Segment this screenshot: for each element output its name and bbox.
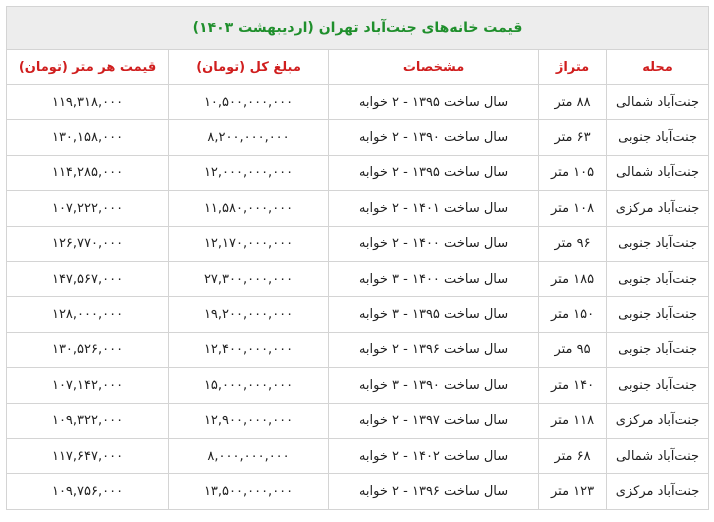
cell-specs: سال ساخت ۱۳۹۶ - ۲ خوابه (329, 474, 539, 509)
cell-district: جنت‌آباد شمالی (607, 155, 709, 190)
cell-area: ۸۸ متر (539, 85, 607, 120)
cell-price-per-meter: ۱۳۰,۵۲۶,۰۰۰ (7, 332, 169, 367)
cell-total-price: ۱۱,۵۸۰,۰۰۰,۰۰۰ (169, 191, 329, 226)
cell-district: جنت‌آباد جنوبی (607, 120, 709, 155)
cell-district: جنت‌آباد مرکزی (607, 403, 709, 438)
cell-total-price: ۱۲,۱۷۰,۰۰۰,۰۰۰ (169, 226, 329, 261)
title-row (7, 7, 709, 50)
cell-specs: سال ساخت ۱۳۹۶ - ۲ خوابه (329, 332, 539, 367)
column-header-price-per-meter: قیمت هر متر (تومان) (7, 50, 169, 85)
cell-price-per-meter: ۱۰۹,۷۵۶,۰۰۰ (7, 474, 169, 509)
cell-specs: سال ساخت ۱۴۰۰ - ۳ خوابه (329, 261, 539, 296)
cell-total-price: ۱۰,۵۰۰,۰۰۰,۰۰۰ (169, 85, 329, 120)
cell-specs: سال ساخت ۱۳۹۰ - ۳ خوابه (329, 368, 539, 403)
cell-specs: سال ساخت ۱۴۰۲ - ۲ خوابه (329, 438, 539, 473)
cell-total-price: ۱۳,۵۰۰,۰۰۰,۰۰۰ (169, 474, 329, 509)
cell-district: جنت‌آباد جنوبی (607, 261, 709, 296)
table-row (7, 226, 709, 261)
cell-specs: سال ساخت ۱۳۹۷ - ۲ خوابه (329, 403, 539, 438)
cell-area: ۹۵ متر (539, 332, 607, 367)
table-row (7, 191, 709, 226)
table-row (7, 474, 709, 509)
table-row (7, 85, 709, 120)
cell-specs: سال ساخت ۱۳۹۰ - ۲ خوابه (329, 120, 539, 155)
table-row (7, 155, 709, 190)
cell-district: جنت‌آباد جنوبی (607, 297, 709, 332)
cell-area: ۱۲۳ متر (539, 474, 607, 509)
cell-district: جنت‌آباد شمالی (607, 85, 709, 120)
table-row (7, 297, 709, 332)
cell-total-price: ۱۲,۰۰۰,۰۰۰,۰۰۰ (169, 155, 329, 190)
cell-total-price: ۱۲,۴۰۰,۰۰۰,۰۰۰ (169, 332, 329, 367)
cell-area: ۱۵۰ متر (539, 297, 607, 332)
cell-total-price: ۱۹,۲۰۰,۰۰۰,۰۰۰ (169, 297, 329, 332)
table-title: قیمت خانه‌های جنت‌آباد تهران (اردیبهشت ۱۴۰۳) (7, 7, 709, 50)
cell-specs: سال ساخت ۱۴۰۰ - ۲ خوابه (329, 226, 539, 261)
cell-area: ۹۶ متر (539, 226, 607, 261)
price-table-container (6, 6, 708, 510)
cell-area: ۱۱۸ متر (539, 403, 607, 438)
cell-district: جنت‌آباد مرکزی (607, 191, 709, 226)
column-header-total-price: مبلغ کل (تومان) (169, 50, 329, 85)
cell-area: ۱۸۵ متر (539, 261, 607, 296)
cell-total-price: ۲۷,۳۰۰,۰۰۰,۰۰۰ (169, 261, 329, 296)
cell-district: جنت‌آباد جنوبی (607, 368, 709, 403)
cell-area: ۱۰۵ متر (539, 155, 607, 190)
cell-area: ۱۰۸ متر (539, 191, 607, 226)
table-row (7, 368, 709, 403)
table-row (7, 332, 709, 367)
price-table (6, 6, 709, 510)
cell-area: ۶۸ متر (539, 438, 607, 473)
cell-price-per-meter: ۱۴۷,۵۶۷,۰۰۰ (7, 261, 169, 296)
cell-price-per-meter: ۱۰۷,۱۴۲,۰۰۰ (7, 368, 169, 403)
cell-total-price: ۱۲,۹۰۰,۰۰۰,۰۰۰ (169, 403, 329, 438)
table-row (7, 120, 709, 155)
column-header-district: محله (607, 50, 709, 85)
cell-district: جنت‌آباد مرکزی (607, 474, 709, 509)
table-row (7, 261, 709, 296)
header-row (7, 50, 709, 85)
cell-total-price: ۸,۲۰۰,۰۰۰,۰۰۰ (169, 120, 329, 155)
table-row (7, 403, 709, 438)
cell-specs: سال ساخت ۱۴۰۱ - ۲ خوابه (329, 191, 539, 226)
cell-district: جنت‌آباد شمالی (607, 438, 709, 473)
table-row (7, 438, 709, 473)
cell-specs: سال ساخت ۱۳۹۵ - ۳ خوابه (329, 297, 539, 332)
cell-total-price: ۱۵,۰۰۰,۰۰۰,۰۰۰ (169, 368, 329, 403)
cell-price-per-meter: ۱۳۰,۱۵۸,۰۰۰ (7, 120, 169, 155)
cell-price-per-meter: ۱۲۸,۰۰۰,۰۰۰ (7, 297, 169, 332)
cell-specs: سال ساخت ۱۳۹۵ - ۲ خوابه (329, 85, 539, 120)
cell-area: ۶۳ متر (539, 120, 607, 155)
cell-total-price: ۸,۰۰۰,۰۰۰,۰۰۰ (169, 438, 329, 473)
cell-price-per-meter: ۱۰۹,۳۲۲,۰۰۰ (7, 403, 169, 438)
cell-price-per-meter: ۱۱۴,۲۸۵,۰۰۰ (7, 155, 169, 190)
cell-district: جنت‌آباد جنوبی (607, 332, 709, 367)
cell-price-per-meter: ۱۱۷,۶۴۷,۰۰۰ (7, 438, 169, 473)
cell-district: جنت‌آباد جنوبی (607, 226, 709, 261)
cell-price-per-meter: ۱۱۹,۳۱۸,۰۰۰ (7, 85, 169, 120)
cell-area: ۱۴۰ متر (539, 368, 607, 403)
column-header-area: متراژ (539, 50, 607, 85)
column-header-specs: مشخصات (329, 50, 539, 85)
cell-price-per-meter: ۱۰۷,۲۲۲,۰۰۰ (7, 191, 169, 226)
cell-specs: سال ساخت ۱۳۹۵ - ۲ خوابه (329, 155, 539, 190)
cell-price-per-meter: ۱۲۶,۷۷۰,۰۰۰ (7, 226, 169, 261)
